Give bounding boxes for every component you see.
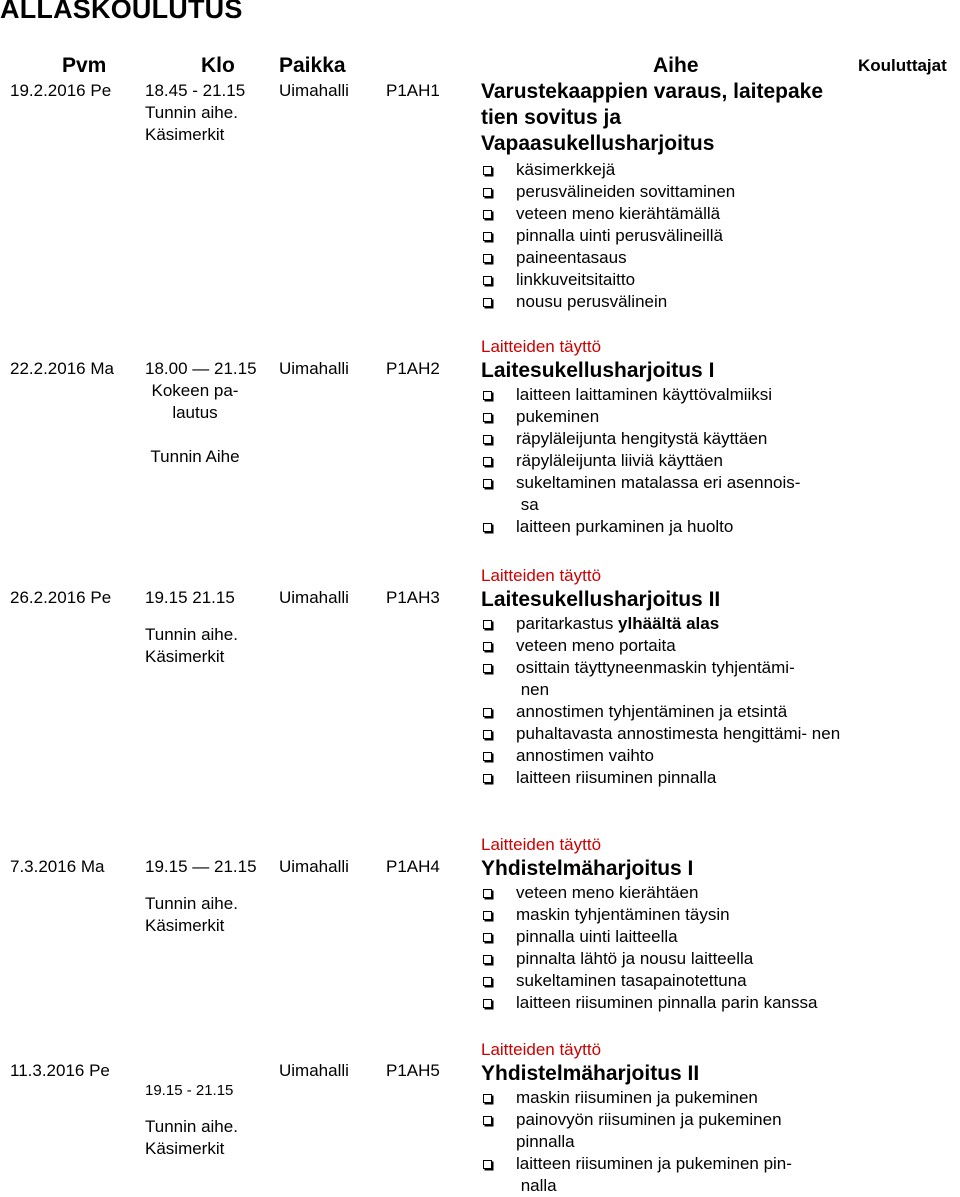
list-item bbox=[481, 247, 856, 269]
list-item bbox=[481, 181, 856, 203]
time-note: Tunnin aihe. bbox=[145, 1117, 238, 1136]
checkbox-icon bbox=[483, 664, 492, 673]
list-item-text: laitteen laittaminen käyttövalmiiksi bbox=[516, 385, 773, 404]
list-item bbox=[481, 882, 881, 904]
time-spacer bbox=[145, 609, 238, 624]
checkbox-icon bbox=[483, 479, 492, 488]
list-item bbox=[481, 225, 856, 247]
list-item bbox=[481, 1153, 811, 1197]
checkbox-icon bbox=[483, 774, 492, 783]
header-kouluttajat: Kouluttajat bbox=[858, 56, 947, 75]
list-item-text: annostimen tyhjentäminen ja etsintä bbox=[516, 702, 788, 721]
checkbox-icon bbox=[483, 911, 492, 920]
checkbox-icon bbox=[483, 457, 492, 466]
list-item-text: veteen meno kierähtämällä bbox=[516, 204, 721, 223]
session-place: Uimahalli bbox=[279, 588, 349, 607]
list-item-text: laitteen purkaminen ja huolto bbox=[516, 517, 734, 536]
list-item bbox=[481, 767, 846, 789]
checkbox-icon bbox=[483, 955, 492, 964]
checkbox-icon bbox=[483, 523, 492, 532]
list-item-text: puhaltavasta annostimesta hengittämi- nen bbox=[516, 724, 841, 743]
list-item-text: räpyläleijunta hengitystä käyttäen bbox=[516, 429, 768, 448]
list-item bbox=[481, 657, 821, 701]
checkbox-icon bbox=[483, 1160, 492, 1169]
topic-title: Yhdistelmäharjoitus II bbox=[481, 1062, 700, 1085]
list-item-text: pinnalla uinti laitteella bbox=[516, 927, 678, 946]
topic-title-line: tien sovitus ja bbox=[481, 106, 622, 129]
page-title: ALLASKOULUTUS bbox=[0, 0, 243, 24]
topic-item-list bbox=[481, 159, 856, 313]
session-topic bbox=[481, 336, 856, 538]
session-date: 19.2.2016 Pe bbox=[10, 81, 112, 100]
list-item-text: annostimen vaihto bbox=[516, 746, 654, 765]
session-topic bbox=[481, 1039, 856, 1197]
list-item bbox=[481, 450, 841, 472]
session-date: 22.2.2016 Ma bbox=[10, 359, 114, 378]
checkbox-icon bbox=[483, 435, 492, 444]
topic-item-list bbox=[481, 882, 881, 1014]
checkbox-icon bbox=[483, 999, 492, 1008]
list-item bbox=[481, 269, 856, 291]
session-date: 11.3.2016 Pe bbox=[10, 1061, 110, 1080]
list-item bbox=[481, 926, 881, 948]
checkbox-icon bbox=[483, 642, 492, 651]
list-item bbox=[481, 904, 881, 926]
time-note: Käsimerkit bbox=[145, 125, 225, 144]
list-item-text: sukeltaminen tasapainotettuna bbox=[516, 971, 747, 990]
session-time bbox=[145, 80, 245, 146]
list-item bbox=[481, 406, 841, 428]
list-item-text: paineentasaus bbox=[516, 248, 627, 267]
list-item-text: räpyläleijunta liiviä käyttäen bbox=[516, 451, 723, 470]
time-range: 18.45 - 21.15 bbox=[145, 81, 246, 100]
checkbox-icon bbox=[483, 977, 492, 986]
time-range: 19.15 — 21.15 bbox=[145, 857, 257, 876]
list-item-text: osittain täyttyneenmaskin tyhjentämi- nen bbox=[516, 658, 795, 699]
filling-note: Laitteiden täyttö bbox=[481, 566, 602, 585]
session-time bbox=[145, 1080, 238, 1160]
checkbox-icon bbox=[483, 620, 492, 629]
session-topic bbox=[481, 79, 856, 313]
list-item-text: pinnalta lähtö ja nousu laitteella bbox=[516, 949, 754, 968]
session-code: P1AH2 bbox=[386, 359, 440, 378]
session-topic bbox=[481, 565, 856, 789]
list-item-text: maskin tyhjentäminen täysin bbox=[516, 905, 730, 924]
checkbox-icon bbox=[483, 391, 492, 400]
session-place: Uimahalli bbox=[279, 1061, 349, 1080]
list-item bbox=[481, 970, 881, 992]
list-item-text: sukeltaminen matalassa eri asennois- sa bbox=[516, 473, 801, 514]
list-item bbox=[481, 428, 841, 450]
topic-title-line: Vapaasukellusharjoitus bbox=[481, 132, 715, 155]
checkbox-icon bbox=[483, 166, 492, 175]
time-note: Tunnin aihe. bbox=[145, 894, 238, 913]
topic-title: Yhdistelmäharjoitus I bbox=[481, 857, 694, 880]
checkbox-icon bbox=[483, 210, 492, 219]
time-note: lautus bbox=[172, 403, 218, 422]
time-range: 19.15 21.15 bbox=[145, 588, 235, 607]
list-item-text: perusvälineiden sovittaminen bbox=[516, 182, 736, 201]
checkbox-icon bbox=[483, 1116, 492, 1125]
list-item-text: laitteen riisuminen ja pukeminen pin- nalla bbox=[516, 1154, 792, 1195]
session-time bbox=[145, 358, 257, 468]
topic-item-list bbox=[481, 1087, 821, 1197]
list-item bbox=[481, 203, 856, 225]
list-item-text: käsimerkkejä bbox=[516, 160, 616, 179]
list-item bbox=[481, 723, 856, 745]
checkbox-icon bbox=[483, 298, 492, 307]
header-paikka: Paikka bbox=[279, 54, 346, 77]
checkbox-icon bbox=[483, 276, 492, 285]
time-note: Tunnin Aihe bbox=[150, 447, 240, 466]
checkbox-icon bbox=[483, 752, 492, 761]
session-code: P1AH3 bbox=[386, 588, 440, 607]
list-item-text: laitteen riisuminen pinnalla bbox=[516, 768, 717, 787]
session-date: 7.3.2016 Ma bbox=[10, 857, 105, 876]
session-place: Uimahalli bbox=[279, 81, 349, 100]
checkbox-icon bbox=[483, 889, 492, 898]
list-item bbox=[481, 516, 841, 538]
list-item bbox=[481, 635, 846, 657]
list-item-text: laitteen riisuminen pinnalla parin kanssa bbox=[516, 993, 818, 1012]
topic-item-list bbox=[481, 384, 841, 538]
list-item-emphasis: ylhäältä alas bbox=[618, 614, 720, 633]
time-note: Kokeen pa- bbox=[151, 381, 239, 400]
topic-title-line: Varustekaappien varaus, laitepake bbox=[481, 80, 824, 103]
time-note: Käsimerkit bbox=[145, 647, 225, 666]
list-item-text: paritarkastus bbox=[516, 614, 619, 633]
list-item bbox=[481, 1087, 821, 1109]
filling-note: Laitteiden täyttö bbox=[481, 835, 602, 854]
header-pvm: Pvm bbox=[62, 54, 107, 77]
checkbox-icon bbox=[483, 254, 492, 263]
list-item-text: veteen meno portaita bbox=[516, 636, 676, 655]
time-spacer bbox=[145, 878, 257, 893]
list-item bbox=[481, 701, 846, 723]
list-item-text: pinnalla uinti perusvälineillä bbox=[516, 226, 723, 245]
list-item bbox=[481, 472, 811, 516]
topic-item-list bbox=[481, 613, 846, 789]
checkbox-icon bbox=[483, 933, 492, 942]
list-item-text: linkkuveitsitaitto bbox=[516, 270, 636, 289]
list-item bbox=[481, 159, 856, 181]
session-place: Uimahalli bbox=[279, 857, 349, 876]
filling-note: Laitteiden täyttö bbox=[481, 1040, 602, 1059]
time-spacer bbox=[145, 1102, 238, 1116]
header-aihe: Aihe bbox=[653, 54, 699, 77]
checkbox-icon bbox=[483, 188, 492, 197]
session-code: P1AH4 bbox=[386, 857, 440, 876]
session-place: Uimahalli bbox=[279, 359, 349, 378]
time-note: Käsimerkit bbox=[145, 1139, 225, 1158]
list-item bbox=[481, 948, 881, 970]
list-item-text: nousu perusvälinein bbox=[516, 292, 668, 311]
time-range: 18.00 — 21.15 bbox=[145, 359, 257, 378]
checkbox-icon bbox=[483, 730, 492, 739]
session-date: 26.2.2016 Pe bbox=[10, 588, 112, 607]
list-item-text: veteen meno kierähtäen bbox=[516, 883, 699, 902]
list-item-text: maskin riisuminen ja pukeminen bbox=[516, 1088, 758, 1107]
checkbox-icon bbox=[483, 232, 492, 241]
list-item bbox=[481, 992, 881, 1014]
time-range: 19.15 - 21.15 bbox=[145, 1082, 234, 1099]
time-note: Tunnin aihe. bbox=[145, 625, 238, 644]
topic-title: Laitesukellusharjoitus II bbox=[481, 588, 721, 611]
session-code: P1AH5 bbox=[386, 1061, 440, 1080]
session-code: P1AH1 bbox=[386, 81, 440, 100]
time-spacer bbox=[145, 424, 245, 446]
topic-title bbox=[481, 79, 856, 157]
list-item bbox=[481, 291, 856, 313]
checkbox-icon bbox=[483, 1094, 492, 1103]
time-note: Tunnin aihe. bbox=[145, 103, 238, 122]
list-item bbox=[481, 384, 841, 406]
header-klo: Klo bbox=[201, 54, 235, 77]
session-time bbox=[145, 587, 238, 668]
filling-note: Laitteiden täyttö bbox=[481, 337, 602, 356]
checkbox-icon bbox=[483, 708, 492, 717]
session-time bbox=[145, 856, 257, 937]
checkbox-icon bbox=[483, 413, 492, 422]
list-item bbox=[481, 745, 846, 767]
time-note: Käsimerkit bbox=[145, 916, 225, 935]
topic-title: Laitesukellusharjoitus I bbox=[481, 359, 715, 382]
list-item-text: painovyön riisuminen ja pukeminen pinnalla bbox=[516, 1110, 782, 1151]
list-item bbox=[481, 1109, 821, 1153]
session-topic bbox=[481, 834, 856, 1014]
list-item bbox=[481, 613, 846, 635]
list-item-text: pukeminen bbox=[516, 407, 600, 426]
